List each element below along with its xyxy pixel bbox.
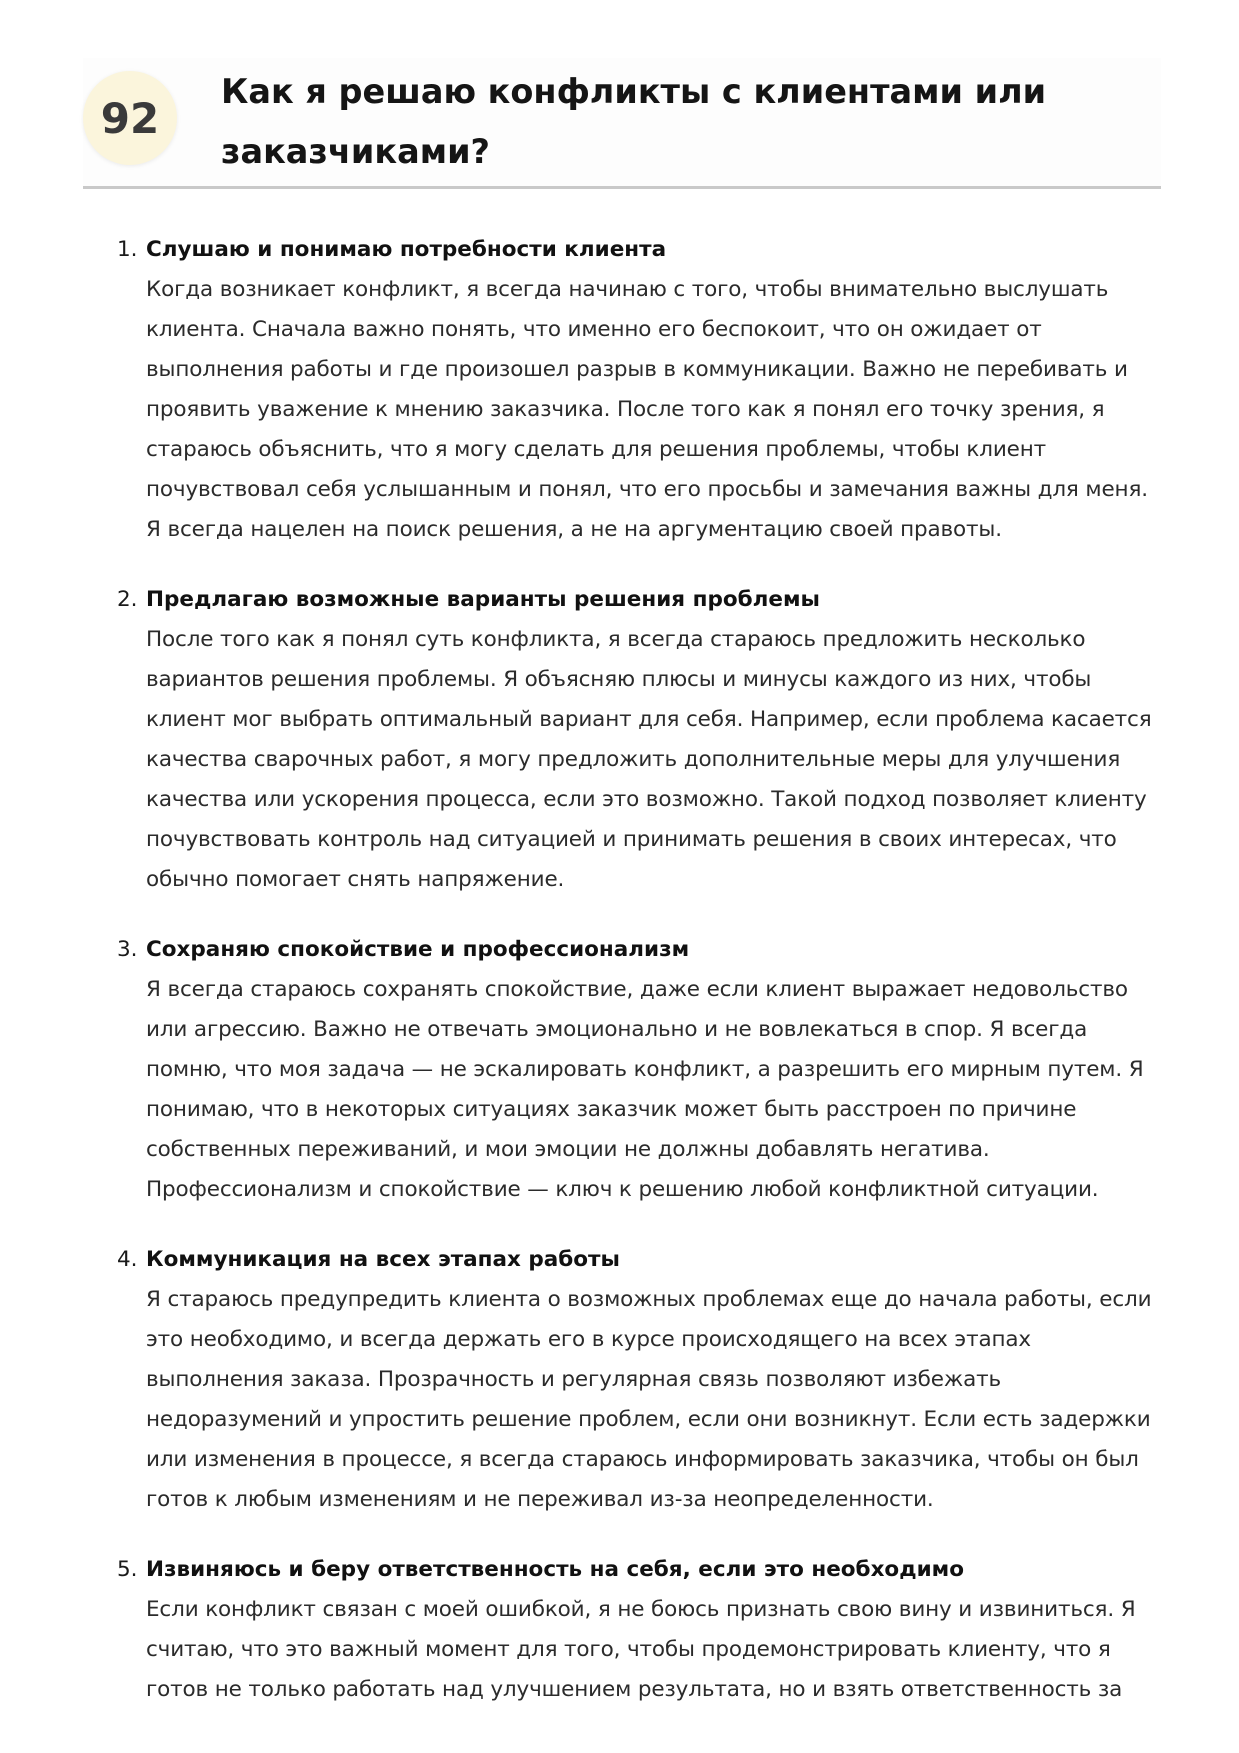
item-number: 3.	[117, 937, 138, 962]
list-item	[0, 1550, 1239, 1710]
item-heading: Извиняюсь и беру ответственность на себя, если это необходимо	[146, 1557, 964, 1582]
item-body: Когда возникает конфликт, я всегда начинаю с того, чтобы внимательно выслушать клиента. Сначала важно понять, что именно его беспокоит, что он ожидает от выполнения работы и где произошел разрыв в коммуникации. Важно не перебивать и проявить уважение к мнению заказчика. После того как я понял его точку зрения, я стараюсь объяснить, что я могу сделать для решения проблемы, чтобы клиент почувствовал себя услышанным и понял, что его просьбы и замечания важны для меня. Я всегда нацелен на поиск решения, а не на аргументацию своей правоты.	[146, 277, 1148, 542]
item-body: После того как я понял суть конфликта, я всегда стараюсь предложить несколько вариантов решения проблемы. Я объясняю плюсы и минусы каждого из них, чтобы клиент мог выбрать оптимальный вариант для себя. Например, если проблема касается качества сварочных работ, я могу предложить дополнительные меры для улучшения качества или ускорения процесса, если это возможно. Такой подход позволяет клиенту почувствовать контроль над ситуацией и принимать решения в своих интересах, что обычно помогает снять напряжение.	[146, 627, 1152, 892]
list-item	[0, 1240, 1239, 1520]
item-body: Я стараюсь предупредить клиента о возможных проблемах еще до начала работы, если это необходимо, и всегда держать его в курсе происходящего на всех этапах выполнения заказа. Прозрачность и регулярная связь позволяют избежать недоразумений и упростить решение проблем, если они возникнут. Если есть задержки или изменения в процессе, я всегда стараюсь информировать заказчика, чтобы он был готов к любым изменениям и не переживал из-за неопределенности.	[146, 1287, 1152, 1512]
item-number: 5.	[117, 1557, 138, 1582]
item-number: 4.	[117, 1247, 138, 1272]
page-header	[83, 58, 1161, 189]
list-item	[0, 230, 1239, 550]
item-heading: Сохраняю спокойствие и профессионализм	[146, 937, 690, 962]
item-heading: Коммуникация на всех этапах работы	[146, 1247, 620, 1272]
page-number-badge: 92	[83, 71, 177, 165]
item-body: Если конфликт связан с моей ошибкой, я не боюсь признать свою вину и извиниться. Я считаю, что это важный момент для того, чтобы продемонстрировать клиенту, что я готов не только работать над улучшением результата, но и взять ответственность за	[146, 1597, 1136, 1702]
content-list	[0, 230, 1239, 1740]
item-heading: Слушаю и понимаю потребности клиента	[146, 237, 667, 262]
item-body: Я всегда стараюсь сохранять спокойствие, даже если клиент выражает недовольство или агрессию. Важно не отвечать эмоционально и не вовлекаться в спор. Я всегда помню, что моя задача — не эскалировать конфликт, а разрешить его мирным путем. Я понимаю, что в некоторых ситуациях заказчик может быть расстроен по причине собственных переживаний, и мои эмоции не должны добавлять негатива. Профессионализм и спокойствие — ключ к решению любой конфликтной ситуации.	[146, 977, 1144, 1202]
page-title: Как я решаю конфликты с клиентами или заказчиками?	[221, 72, 1047, 171]
list-item	[0, 930, 1239, 1210]
list-item	[0, 580, 1239, 900]
item-number: 2.	[117, 587, 138, 612]
item-heading: Предлагаю возможные варианты решения проблемы	[146, 587, 820, 612]
item-number: 1.	[117, 237, 138, 262]
